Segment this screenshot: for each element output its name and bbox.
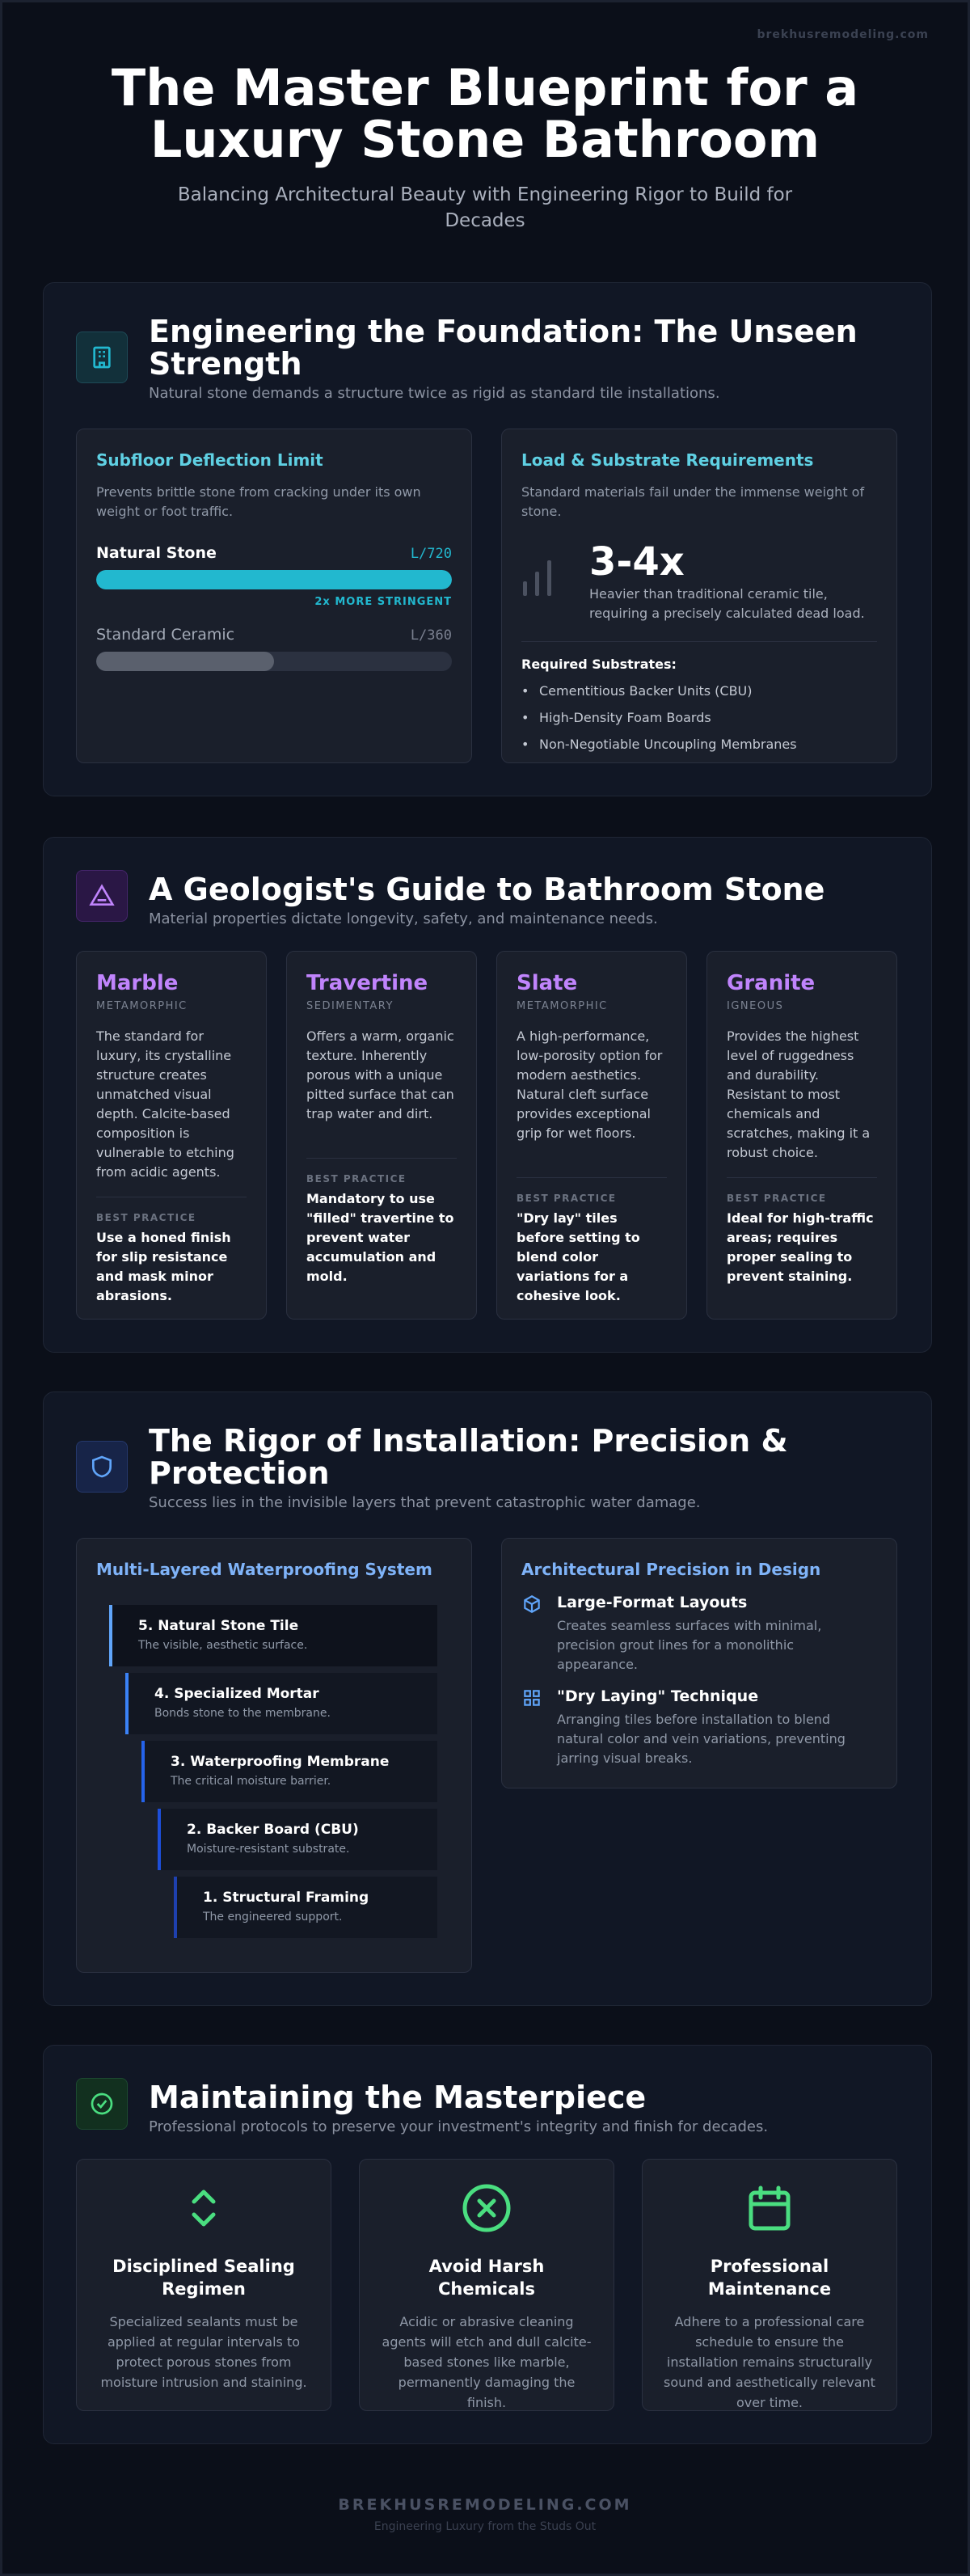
best-practice-label: BEST PRACTICE xyxy=(306,1173,407,1185)
substrate-list xyxy=(521,683,877,752)
section-header xyxy=(76,2078,892,2135)
building-icon xyxy=(76,332,128,383)
page-subtitle: Balancing Architectural Beauty with Engineering Rigor to Build for Decades xyxy=(177,184,793,231)
best-practice-text: Mandatory to use "filled" travertine to prevent water accumulation and mold. xyxy=(306,1191,454,1284)
section-subtitle: Success lies in the invisible layers that prevent catastrophic water damage. xyxy=(149,1494,701,1511)
stone-name: Travertine xyxy=(306,971,428,995)
stone-name: Slate xyxy=(517,971,578,995)
best-practice-text: Use a honed finish for slip resistance and mask minor abrasions. xyxy=(96,1230,231,1303)
layer-membrane: 3. Waterproofing Membrane The critical moisture barrier. xyxy=(141,1741,437,1802)
stone-card-slate xyxy=(496,951,687,1320)
stone-desc: Provides the highest level of ruggedness and durability. Resistant to most chemicals and scratches, making it a robust choice. xyxy=(727,1028,871,1160)
stone-card-granite xyxy=(706,951,897,1320)
grid-icon xyxy=(521,1687,542,1708)
req-label: Required Substrates: xyxy=(521,657,677,672)
maint-title: Avoid Harsh Chemicals xyxy=(428,2257,545,2299)
footer-brand: BREKHUSREMODELING.COM xyxy=(338,2496,632,2514)
maint-desc: Specialized sealants must be applied at regular intervals to protect porous stones from moisture intrusion and staining. xyxy=(100,2314,307,2390)
footer-tagline: Engineering Luxury from the Studs Out xyxy=(373,2520,597,2533)
stone-name: Marble xyxy=(96,971,179,995)
list-item: • Cementitious Backer Units (CBU) xyxy=(521,683,877,699)
page-title: The Master Blueprint for a Luxury Stone Bathroom xyxy=(111,58,859,169)
maint-title: Disciplined Sealing Regimen xyxy=(112,2257,295,2299)
best-practice-text: "Dry lay" tiles before setting to blend color variations for a cohesive look. xyxy=(517,1210,640,1303)
list-item: • High-Density Foam Boards xyxy=(521,710,877,725)
section-title: The Rigor of Installation: Precision & Protection xyxy=(149,1423,788,1491)
bar-chart-icon xyxy=(521,554,554,598)
maint-desc: Adhere to a professional care schedule to ensure the installation remains structurally sound and aesthetically relevant over time. xyxy=(664,2314,875,2410)
precision-item xyxy=(521,1594,864,1674)
stone-card-marble xyxy=(76,951,267,1320)
load-card xyxy=(501,429,897,763)
section-title: Maintaining the Masterpiece xyxy=(149,2080,647,2115)
section-subtitle: Natural stone demands a structure twice as rigid as standard tile installations. xyxy=(149,385,720,402)
best-practice-label: BEST PRACTICE xyxy=(727,1193,827,1204)
stone-bar xyxy=(96,544,452,608)
card-desc: Prevents brittle stone from cracking under its own weight or foot traffic. xyxy=(96,484,421,519)
card-desc: Standard materials fail under the immense weight of stone. xyxy=(521,484,865,519)
stone-type: METAMORPHIC xyxy=(96,1000,188,1012)
list-item: • Non-Negotiable Uncoupling Membranes xyxy=(521,737,877,752)
x-circle-icon xyxy=(461,2182,512,2234)
section-geology xyxy=(43,837,932,1353)
card-title: Subfloor Deflection Limit xyxy=(96,450,323,470)
stone-type: IGNEOUS xyxy=(727,1000,784,1012)
section-foundation xyxy=(43,282,932,796)
section-maintenance xyxy=(43,2045,932,2444)
stone-desc: Offers a warm, organic texture. Inherently porous with a unique pitted surface that can trap water and dirt. xyxy=(306,1028,454,1121)
bar-label: Standard Ceramic xyxy=(96,626,235,644)
shield-icon xyxy=(76,1441,128,1493)
ceramic-bar xyxy=(96,626,452,671)
calendar-icon xyxy=(744,2182,795,2234)
stone-desc: The standard for luxury, its crystalline structure creates unmatched visual depth. Calcite-based composition is vulnerable to etching from acidic agents. xyxy=(96,1028,234,1180)
layer-backer-board: 2. Backer Board (CBU) Moisture-resistant substrate. xyxy=(158,1809,437,1870)
chevrons-icon xyxy=(178,2182,230,2234)
bar-fill xyxy=(96,652,274,671)
site-domain: brekhusremodeling.com xyxy=(757,28,929,41)
layer-framing: 1. Structural Framing The engineered support. xyxy=(174,1877,437,1938)
section-header xyxy=(76,315,892,402)
precision-item xyxy=(521,1687,864,1768)
check-circle-icon xyxy=(76,2078,128,2130)
maint-card-chemicals xyxy=(359,2159,614,2411)
maint-desc: Acidic or abrasive cleaning agents will etch and dull calcite-based stones like marble, permanently damaging the finish. xyxy=(382,2314,592,2410)
section-header xyxy=(76,870,892,927)
stone-type: SEDIMENTARY xyxy=(306,1000,394,1012)
card-title: Architectural Precision in Design xyxy=(521,1560,821,1579)
section-subtitle: Professional protocols to preserve your investment's integrity and finish for decades. xyxy=(149,2118,769,2135)
maint-title: Professional Maintenance xyxy=(707,2257,832,2299)
section-title: A Geologist's Guide to Bathroom Stone xyxy=(149,872,825,907)
precision-desc: Creates seamless surfaces with minimal, precision grout lines for a monolithic appearance. xyxy=(557,1618,822,1672)
layer-natural-stone: 5. Natural Stone Tile The visible, aesthetic surface. xyxy=(109,1605,437,1666)
section-subtitle: Material properties dictate longevity, safety, and maintenance needs. xyxy=(149,910,658,927)
best-practice-text: Ideal for high-traffic areas; requires proper sealing to prevent staining. xyxy=(727,1210,874,1284)
stringent-badge: 2x MORE STRINGENT xyxy=(314,596,452,608)
section-title: Engineering the Foundation: The Unseen Strength xyxy=(149,314,858,382)
bar-code: L/720 xyxy=(410,546,452,562)
precision-card xyxy=(501,1538,897,1788)
best-practice-label: BEST PRACTICE xyxy=(96,1212,196,1223)
best-practice-label: BEST PRACTICE xyxy=(517,1193,617,1204)
section-installation xyxy=(43,1391,932,2006)
bar-label: Natural Stone xyxy=(96,544,217,562)
load-desc: Heavier than traditional ceramic tile, requiring a precisely calculated dead load. xyxy=(589,586,865,621)
load-stat xyxy=(521,539,877,623)
section-header xyxy=(76,1425,892,1511)
bar-code: L/360 xyxy=(410,627,452,644)
bar-fill xyxy=(96,570,452,589)
load-value: 3-4x xyxy=(589,539,685,585)
stone-type: METAMORPHIC xyxy=(517,1000,608,1012)
triangle-alert-icon xyxy=(76,870,128,922)
precision-title: Large-Format Layouts xyxy=(557,1594,748,1611)
cube-icon xyxy=(521,1594,542,1615)
deflection-card xyxy=(76,429,472,763)
maint-card-sealing xyxy=(76,2159,331,2411)
precision-title: "Dry Laying" Technique xyxy=(557,1687,759,1705)
footer xyxy=(2,2496,968,2533)
stone-desc: A high-performance, low-porosity option for modern aesthetics. Natural cleft surface provides exceptional grip for wet floors. xyxy=(517,1028,663,1141)
precision-desc: Arranging tiles before installation to blend natural color and vein variations, preventing jarring visual breaks. xyxy=(557,1712,846,1766)
card-title: Multi-Layered Waterproofing System xyxy=(96,1560,432,1579)
stone-name: Granite xyxy=(727,971,816,995)
stone-card-travertine xyxy=(286,951,477,1320)
maint-card-professional xyxy=(642,2159,897,2411)
layer-mortar: 4. Specialized Mortar Bonds stone to the membrane. xyxy=(125,1673,437,1734)
card-title: Load & Substrate Requirements xyxy=(521,450,814,470)
waterproofing-card xyxy=(76,1538,472,1973)
